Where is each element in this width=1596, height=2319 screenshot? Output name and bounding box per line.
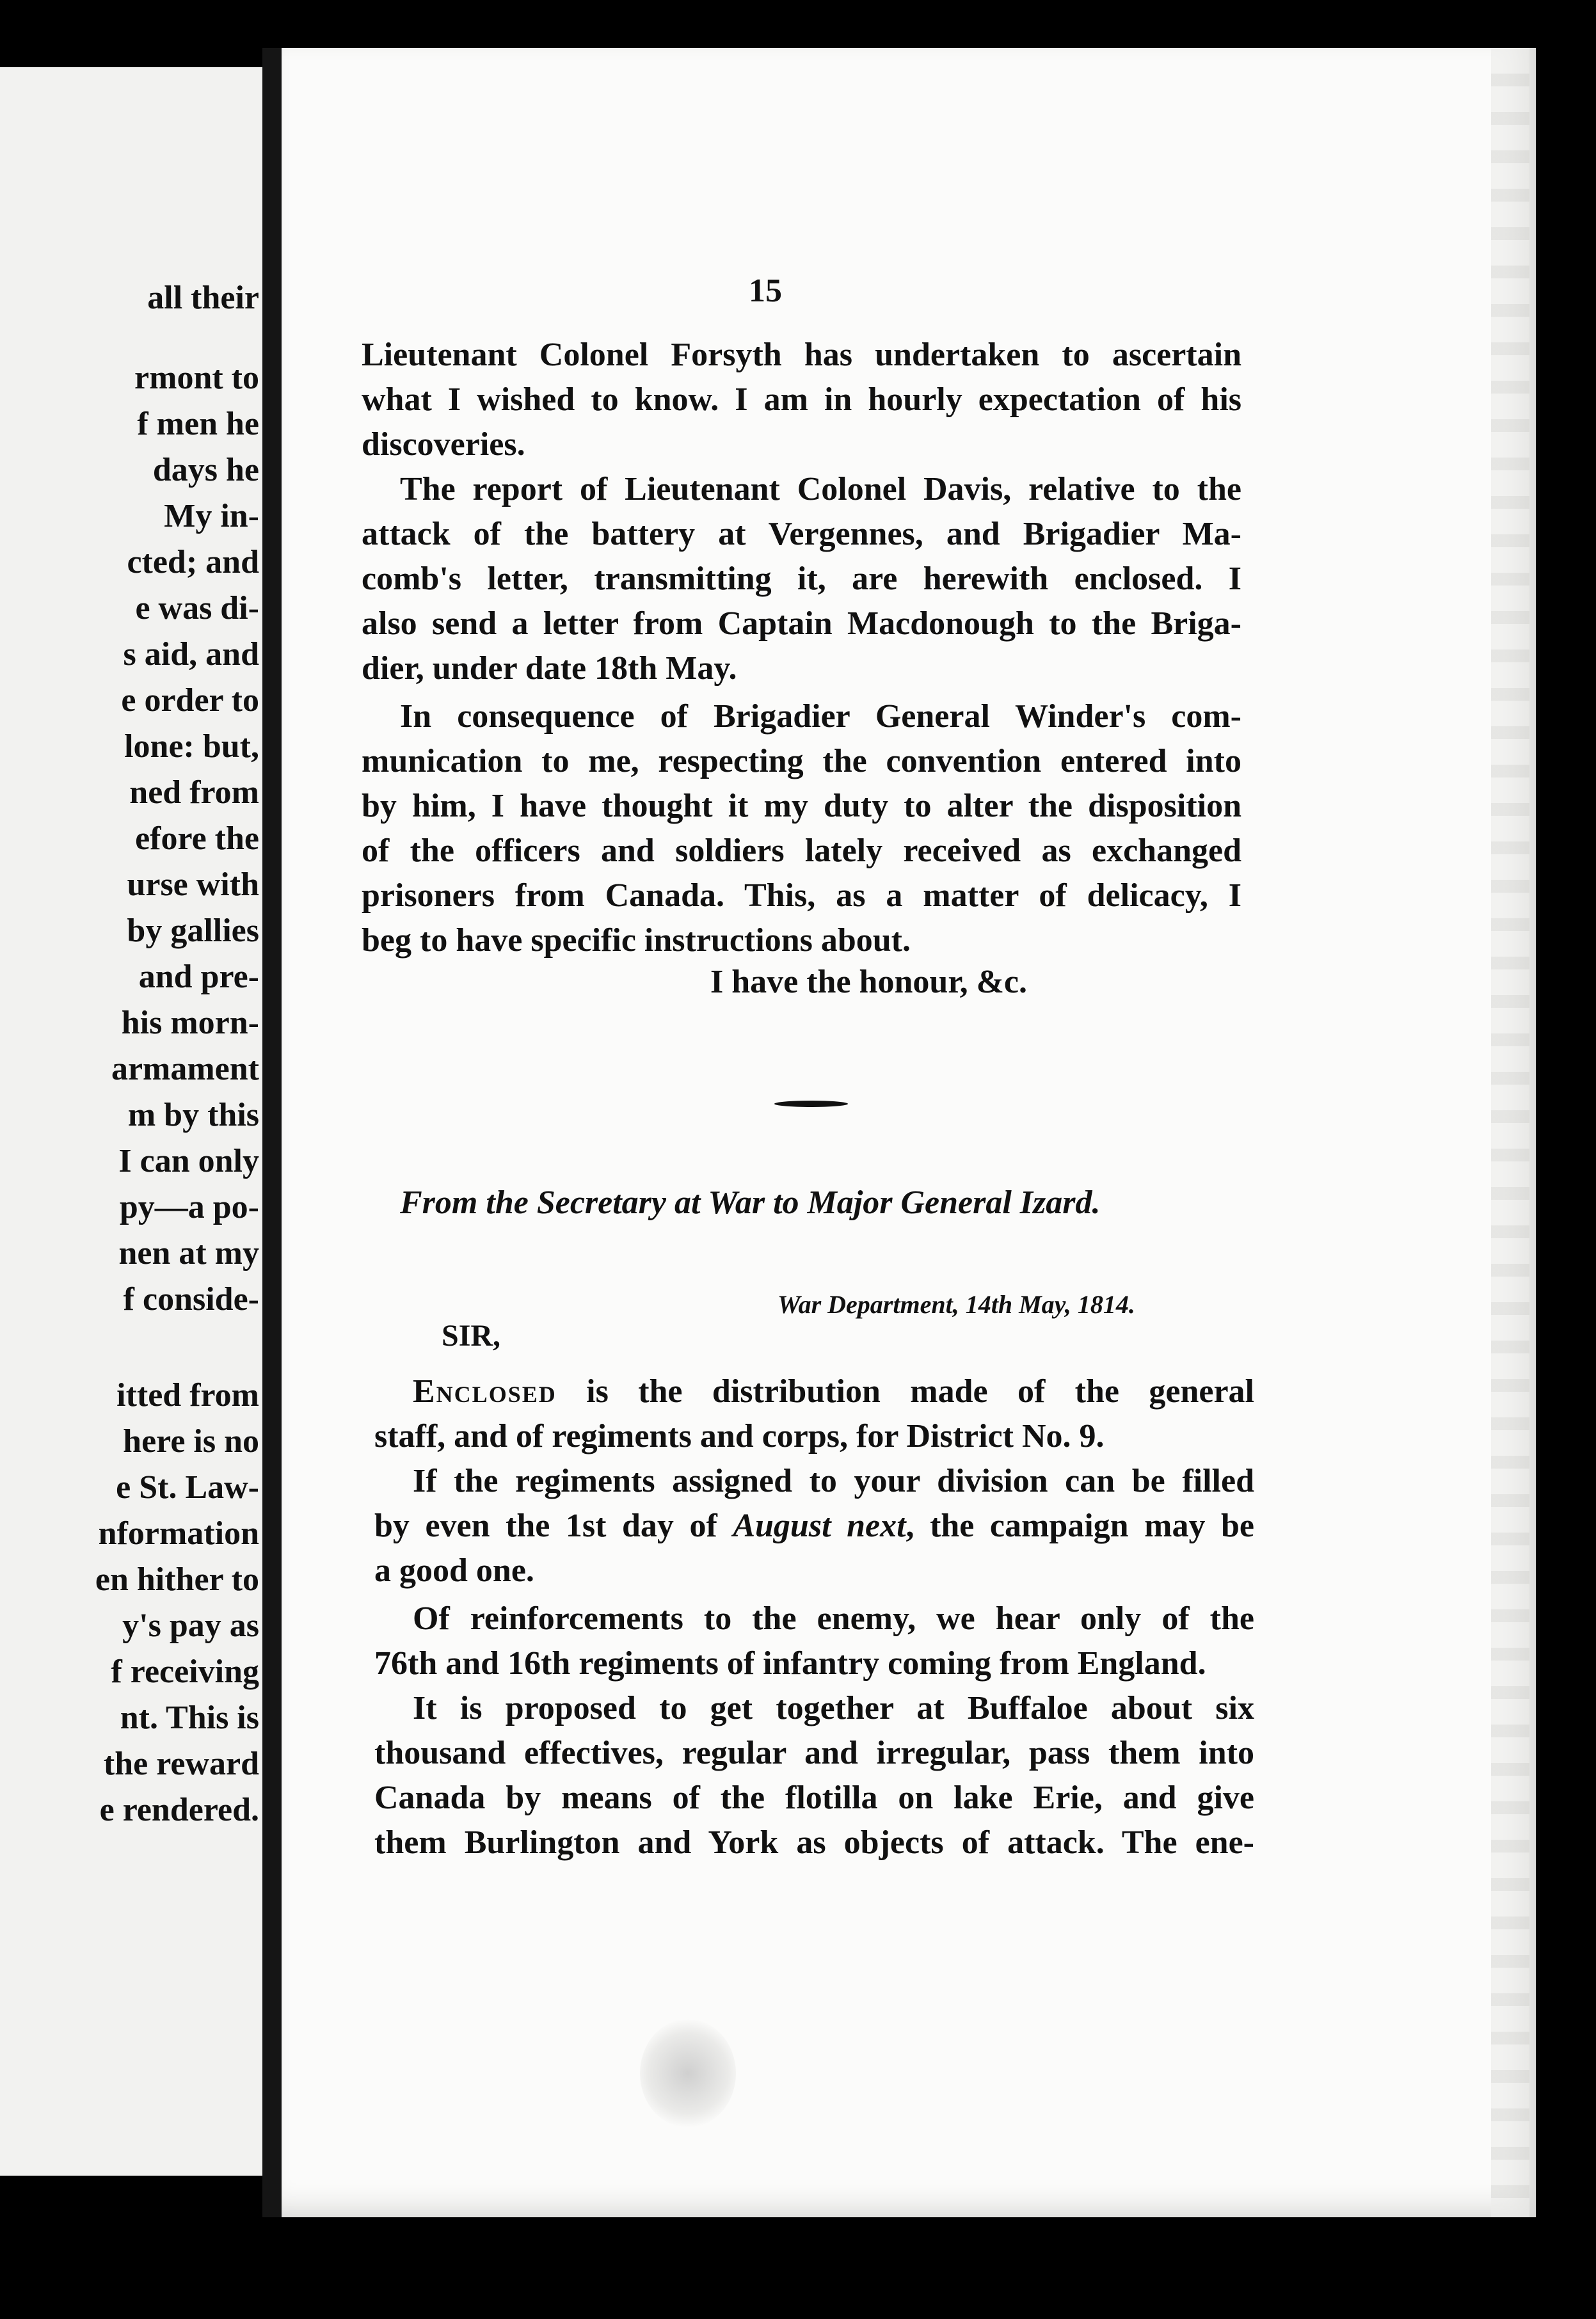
left-page-line: f conside- xyxy=(123,1281,259,1318)
paragraph-2 xyxy=(362,467,1241,691)
paragraph-line: Lieutenant Colonel Forsyth has undertaken to ascertain xyxy=(362,337,1241,373)
paragraph-line: staff, and of regiments and corps, for District No. 9. xyxy=(374,1418,1105,1454)
left-page-line: f men he xyxy=(137,406,259,442)
left-page-line: I can only xyxy=(118,1143,259,1179)
left-page-line: py—a po- xyxy=(119,1189,259,1225)
paragraph-line: by him, I have thought it my duty to alter the disposition xyxy=(362,788,1241,824)
paragraph-5 xyxy=(374,1459,1254,1593)
left-page-line: y's pay as xyxy=(122,1607,259,1644)
paragraph-line: If the regiments assigned to your division can be filled xyxy=(413,1463,1254,1499)
letter-salutation: SIR, xyxy=(442,1319,501,1353)
paragraph-line: also send a letter from Captain Macdonough to the Briga- xyxy=(362,605,1241,642)
letter-heading: From the Secretary at War to Major General Izard. xyxy=(400,1184,1101,1221)
left-page-line: s aid, and xyxy=(123,636,259,673)
paragraph-3 xyxy=(362,694,1241,963)
paragraph-line: them Burlington and York as objects of attack. The ene- xyxy=(374,1824,1254,1861)
left-page-line: all their xyxy=(147,280,259,316)
left-page-line: rmont to xyxy=(134,360,259,396)
paragraph-line: Canada by means of the flotilla on lake Erie, and give xyxy=(374,1780,1254,1816)
paragraph-line-post: , the campaign may be xyxy=(906,1508,1254,1544)
paragraph-line-pre: by even the 1st day of xyxy=(374,1508,733,1544)
paragraph-line: of the officers and soldiers lately received as exchanged xyxy=(362,833,1241,869)
paragraph-line: Of reinforcements to the enemy, we hear only of the xyxy=(413,1600,1254,1637)
left-page-line: armament xyxy=(111,1051,259,1087)
paragraph-7 xyxy=(374,1686,1254,1865)
left-page-line: e rendered. xyxy=(99,1792,259,1828)
left-page-line: cted; and xyxy=(127,544,259,580)
page-number: 15 xyxy=(749,273,782,309)
left-page-line: nen at my xyxy=(118,1235,259,1271)
paragraph-line: prisoners from Canada. This, as a matter of delicacy, I xyxy=(362,877,1241,914)
paragraph-line: a good one. xyxy=(374,1552,534,1589)
left-page-line: e order to xyxy=(121,682,259,719)
paragraph-line xyxy=(374,1504,1254,1549)
left-page-line: the reward xyxy=(103,1746,259,1782)
left-page-line: nt. This is xyxy=(120,1700,259,1736)
left-page-line: by gallies xyxy=(127,912,259,949)
enclosed-small-caps: Enclosed xyxy=(413,1373,557,1410)
paragraph-line: what I wished to know. I am in hourly expectation of his xyxy=(362,381,1241,418)
left-page-line: lone: but, xyxy=(124,728,259,765)
paragraph-line: It is proposed to get together at Buffaloe about six xyxy=(413,1690,1254,1726)
left-page-line: itted from xyxy=(116,1377,259,1414)
paragraph-line xyxy=(374,1369,1254,1414)
letter-closing: I have the honour, &c. xyxy=(710,964,1028,1000)
left-page-line: here is no xyxy=(123,1423,259,1460)
letter-dateline: War Department, 14th May, 1814. xyxy=(778,1290,1135,1319)
left-page-line: m by this xyxy=(127,1097,259,1133)
left-page-fragment xyxy=(0,67,272,2176)
left-page-line: his morn- xyxy=(121,1005,259,1041)
paragraph-4 xyxy=(374,1369,1254,1459)
left-page-line: nformation xyxy=(98,1515,259,1552)
paragraph-line: attack of the battery at Vergennes, and Brigadier Ma- xyxy=(362,516,1241,552)
paragraph-line: comb's letter, transmitting it, are herewith enclosed. I xyxy=(362,561,1241,597)
paragraph-line: The report of Lieutenant Colonel Davis, relative to the xyxy=(400,471,1241,507)
left-page-line: ned from xyxy=(129,774,259,811)
left-page-line: e was di- xyxy=(135,590,259,626)
section-divider xyxy=(774,1101,848,1107)
paragraph-line: In consequence of Brigadier General Winder's com- xyxy=(400,698,1241,735)
paragraph-line: discoveries. xyxy=(362,426,525,463)
paragraph-line: 76th and 16th regiments of infantry coming from England. xyxy=(374,1645,1206,1682)
paragraph-line-rest: is the distribution made of the general xyxy=(556,1373,1254,1410)
left-page-line: e St. Law- xyxy=(116,1469,259,1506)
august-next-italic: August next xyxy=(733,1508,906,1544)
left-page-line: en hither to xyxy=(95,1561,259,1598)
left-page-line: and pre- xyxy=(138,959,259,995)
paragraph-line: munication to me, respecting the convention entered into xyxy=(362,743,1241,779)
left-page-line: days he xyxy=(152,452,259,488)
left-page-line: urse with xyxy=(127,866,259,903)
paragraph-6 xyxy=(374,1597,1254,1686)
page-edge-wear xyxy=(1491,48,1529,2217)
paragraph-1 xyxy=(362,333,1241,467)
left-page-line: f receiving xyxy=(111,1654,259,1690)
paragraph-line: dier, under date 18th May. xyxy=(362,650,737,687)
paragraph-line: thousand effectives, regular and irregular, pass them into xyxy=(374,1735,1254,1771)
left-page-line: My in- xyxy=(164,498,259,534)
paragraph-line: beg to have specific instructions about. xyxy=(362,922,911,959)
left-page-line: efore the xyxy=(135,820,259,857)
page-stain xyxy=(640,2019,736,2128)
